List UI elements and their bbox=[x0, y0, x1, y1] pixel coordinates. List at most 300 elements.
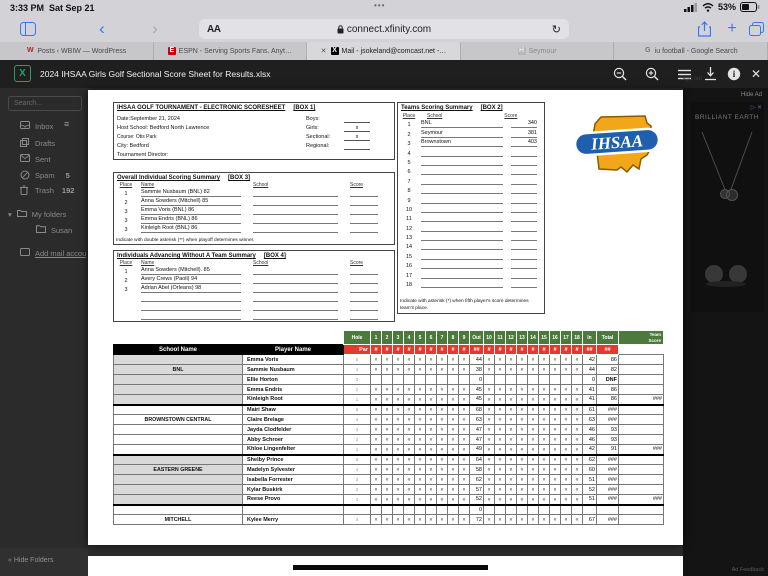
hole-score-cell: # bbox=[561, 495, 572, 505]
par-cell: # bbox=[561, 345, 572, 355]
table-row bbox=[114, 365, 664, 375]
hole-score-cell: # bbox=[550, 365, 561, 375]
hole-score-cell: # bbox=[539, 455, 550, 465]
score-cell bbox=[511, 280, 537, 288]
hole-score-cell: # bbox=[495, 485, 506, 495]
score-cell bbox=[511, 261, 537, 269]
total-cell: 86 bbox=[597, 395, 619, 405]
table-row bbox=[114, 375, 664, 385]
hole-score-cell: # bbox=[393, 475, 404, 485]
hole-score-cell: # bbox=[448, 425, 459, 435]
status-icons bbox=[684, 2, 760, 12]
inbox-menu-icon[interactable]: ≡ bbox=[64, 119, 70, 129]
score-cell bbox=[350, 216, 378, 224]
hole-score-cell: # bbox=[528, 515, 539, 525]
hole-score-cell: # bbox=[448, 405, 459, 415]
hole-score-cell: # bbox=[539, 415, 550, 425]
hole-score-cell: # bbox=[459, 385, 470, 395]
download-icon[interactable] bbox=[702, 66, 718, 82]
hole-score-cell: # bbox=[382, 455, 393, 465]
hole-score-cell: # bbox=[495, 395, 506, 405]
table-row bbox=[114, 515, 664, 525]
expand-caret-icon[interactable]: ▾ bbox=[8, 209, 12, 219]
table-row bbox=[114, 405, 664, 415]
out-cell: 57 bbox=[470, 485, 484, 495]
out-cell: 58 bbox=[470, 465, 484, 475]
sidebar-toggle-icon[interactable] bbox=[18, 19, 38, 39]
hole-score-cell: # bbox=[539, 475, 550, 485]
hole-score-cell: # bbox=[572, 415, 583, 425]
hole-score-cell: # bbox=[539, 465, 550, 475]
box3-row bbox=[117, 206, 391, 215]
hole-score-cell: # bbox=[415, 355, 426, 365]
score-cell bbox=[511, 205, 537, 213]
team-score-cell bbox=[619, 365, 664, 375]
hole-score-cell: # bbox=[448, 485, 459, 495]
table-row bbox=[114, 475, 664, 485]
place-cell: 13 bbox=[405, 235, 413, 242]
tab-close-icon[interactable]: ✕ bbox=[320, 48, 327, 55]
place-cell: 12 bbox=[405, 225, 413, 232]
hole-score-cell: # bbox=[393, 415, 404, 425]
hole-score-cell: # bbox=[495, 355, 506, 365]
par-cell: # bbox=[404, 345, 415, 355]
hole-score-cell: # bbox=[426, 495, 437, 505]
hole-score-cell: # bbox=[404, 415, 415, 425]
hole-score-cell: # bbox=[528, 435, 539, 445]
hole-score-cell: # bbox=[506, 515, 517, 525]
hole-score-cell: # bbox=[382, 485, 393, 495]
hole-score-cell: # bbox=[426, 395, 437, 405]
hole-score-cell: # bbox=[448, 445, 459, 455]
ad-column bbox=[683, 88, 768, 576]
school-cell bbox=[114, 435, 243, 445]
hole-score-cell: # bbox=[437, 415, 448, 425]
hole-score-cell: # bbox=[415, 455, 426, 465]
table-row bbox=[114, 385, 664, 395]
hole-score-cell: # bbox=[517, 415, 528, 425]
hole-score-cell: # bbox=[506, 495, 517, 505]
hole-score-cell: # bbox=[506, 475, 517, 485]
hole-score-cell: # bbox=[404, 355, 415, 365]
hole-score-cell: # bbox=[528, 415, 539, 425]
search-input[interactable]: Search... bbox=[8, 96, 82, 111]
school-cell bbox=[421, 252, 503, 260]
par-cell: # bbox=[459, 345, 470, 355]
par-cell: # bbox=[539, 345, 550, 355]
player-cell: Kinleigh Root bbox=[243, 395, 344, 405]
seed-cell: 2 bbox=[344, 435, 371, 445]
player-cell: Kylee Merry bbox=[243, 515, 344, 525]
school-cell bbox=[253, 189, 338, 197]
close-viewer-icon[interactable]: ✕ bbox=[750, 67, 762, 81]
hole-score-cell: # bbox=[404, 365, 415, 375]
box2-row bbox=[401, 175, 541, 184]
hole-number: 18 bbox=[572, 331, 583, 345]
in-cell: 62 bbox=[583, 455, 597, 465]
sidebar-my-folders[interactable]: ▾ My folders bbox=[8, 209, 67, 219]
hole-score-cell: # bbox=[495, 495, 506, 505]
in-cell: 61 bbox=[583, 405, 597, 415]
hole-score-cell: # bbox=[371, 485, 382, 495]
hole-score-cell bbox=[459, 375, 470, 385]
svg-text:IHSAA: IHSAA bbox=[590, 131, 644, 154]
seed-cell: 2 bbox=[344, 385, 371, 395]
hole-score-cell bbox=[517, 375, 528, 385]
school-cell bbox=[114, 405, 243, 415]
back-button[interactable]: ‹ bbox=[99, 19, 105, 38]
hole-score-cell: # bbox=[459, 355, 470, 365]
par-cell: # bbox=[506, 345, 517, 355]
zoom-in-icon[interactable] bbox=[644, 66, 660, 82]
place-cell: 16 bbox=[405, 263, 413, 270]
hole-score-cell: # bbox=[426, 405, 437, 415]
place-cell: 10 bbox=[405, 206, 413, 213]
hole-score-cell: # bbox=[371, 415, 382, 425]
hole-score-cell: # bbox=[393, 405, 404, 415]
hole-score-cell: # bbox=[528, 355, 539, 365]
share-icon[interactable] bbox=[694, 19, 714, 39]
seed-cell: 1 bbox=[344, 495, 371, 505]
box2-row bbox=[401, 232, 541, 241]
multitask-dots[interactable]: ••• bbox=[374, 1, 386, 10]
out-cell: 0 bbox=[470, 505, 484, 515]
school-cell: BNL bbox=[114, 365, 243, 375]
hole-score-cell: # bbox=[371, 355, 382, 365]
check-label: Regional: bbox=[306, 143, 330, 149]
name-cell bbox=[141, 294, 241, 302]
hole-score-cell: # bbox=[484, 425, 495, 435]
hole-score-cell: # bbox=[415, 515, 426, 525]
score-cell bbox=[350, 207, 378, 215]
par-in: ## bbox=[583, 345, 597, 355]
name-cell: Anna Sowders (Mitchell) 85 bbox=[141, 198, 241, 206]
team-score-header: Team Score bbox=[619, 331, 664, 345]
hole-score-cell: # bbox=[572, 355, 583, 365]
out-cell: 49 bbox=[470, 445, 484, 455]
school-cell bbox=[253, 312, 338, 320]
hole-score-cell: # bbox=[404, 405, 415, 415]
school-cell bbox=[114, 455, 243, 465]
hole-score-cell: # bbox=[528, 395, 539, 405]
inbox-icon bbox=[20, 121, 30, 131]
school-cell bbox=[421, 149, 503, 157]
box1-check-row bbox=[306, 133, 386, 142]
player-cell bbox=[243, 505, 344, 515]
total-cell: DNF bbox=[597, 375, 619, 385]
reader-options-button[interactable]: AA bbox=[207, 23, 221, 35]
place-cell: 2 bbox=[124, 200, 128, 206]
total-header: Total bbox=[597, 331, 619, 345]
place-cell: 15 bbox=[405, 253, 413, 260]
hole-score-cell: # bbox=[415, 435, 426, 445]
par-cell: # bbox=[371, 345, 382, 355]
hole-score-cell: # bbox=[459, 435, 470, 445]
score-table bbox=[113, 330, 664, 525]
out-cell: 0 bbox=[470, 375, 484, 385]
hole-score-cell: # bbox=[393, 365, 404, 375]
sidebar-item-sent[interactable]: Sent bbox=[20, 154, 50, 164]
info-icon[interactable] bbox=[726, 66, 742, 82]
hole-score-cell: # bbox=[415, 395, 426, 405]
hole-score-cell: # bbox=[572, 475, 583, 485]
hole-score-cell: # bbox=[371, 465, 382, 475]
tab-seymour[interactable]: H Seymour bbox=[461, 42, 615, 60]
name-cell: Avery Crews (Paoli) 94 bbox=[141, 276, 241, 284]
envelope-icon bbox=[20, 248, 30, 258]
hole-score-cell: # bbox=[550, 495, 561, 505]
box4-rows bbox=[117, 266, 391, 320]
table-row bbox=[114, 435, 664, 445]
ad-panel bbox=[690, 102, 764, 312]
score-cell: 381 bbox=[511, 130, 537, 138]
total-cell: ### bbox=[597, 465, 619, 475]
hole-score-cell: # bbox=[484, 365, 495, 375]
school-cell bbox=[114, 445, 243, 455]
school-cell bbox=[421, 158, 503, 166]
hole-score-cell: # bbox=[371, 475, 382, 485]
hole-score-cell: # bbox=[382, 385, 393, 395]
hole-score-cell: # bbox=[550, 405, 561, 415]
hole-score-cell: # bbox=[528, 445, 539, 455]
ad-choices-close-icons[interactable]: ▷ ✕ bbox=[750, 105, 762, 111]
school-cell: MITCHELL bbox=[114, 515, 243, 525]
hole-score-cell: # bbox=[426, 515, 437, 525]
hole-score-cell bbox=[393, 375, 404, 385]
hide-ad-link[interactable]: Hide Ad bbox=[740, 92, 762, 98]
school-cell bbox=[421, 271, 503, 279]
box2-row bbox=[401, 250, 541, 259]
total-cell: 86 bbox=[597, 385, 619, 395]
hole-number: 5 bbox=[415, 331, 426, 345]
spam-icon bbox=[20, 170, 30, 180]
hole-score-cell: # bbox=[484, 445, 495, 455]
place-cell: 8 bbox=[407, 188, 411, 195]
hole-score-cell: # bbox=[506, 445, 517, 455]
hole-score-cell: # bbox=[459, 475, 470, 485]
score-cell bbox=[511, 167, 537, 175]
hole-score-cell: # bbox=[404, 475, 415, 485]
hole-score-cell bbox=[506, 505, 517, 515]
hole-score-cell: # bbox=[415, 465, 426, 475]
hole-score-cell: # bbox=[550, 385, 561, 395]
hole-score-cell: # bbox=[484, 415, 495, 425]
team-score-cell bbox=[619, 355, 664, 365]
tabs-overview-icon[interactable] bbox=[746, 19, 766, 39]
hole-score-cell: # bbox=[448, 435, 459, 445]
in-cell: 52 bbox=[583, 485, 597, 495]
score-cell bbox=[350, 294, 378, 302]
hole-score-cell: # bbox=[448, 385, 459, 395]
hole-score-cell: # bbox=[404, 435, 415, 445]
out-cell: 38 bbox=[470, 365, 484, 375]
box2-row bbox=[401, 119, 541, 128]
school-cell: BROWNSTOWN CENTRAL bbox=[114, 415, 243, 425]
hole-number: 7 bbox=[437, 331, 448, 345]
hole-score-cell: # bbox=[371, 455, 382, 465]
sidebar-item-drafts[interactable]: Drafts bbox=[20, 138, 55, 148]
hole-number: 13 bbox=[517, 331, 528, 345]
url-text: connect.xfinity.com bbox=[199, 24, 569, 35]
add-mail-account-link[interactable]: Add mail accou bbox=[20, 248, 86, 258]
out-cell: 52 bbox=[470, 495, 484, 505]
battery-icon bbox=[740, 2, 760, 12]
table-row bbox=[114, 465, 664, 475]
earrings-image bbox=[702, 262, 752, 288]
score-cell bbox=[511, 149, 537, 157]
tab-bar bbox=[0, 42, 768, 60]
in-cell: 51 bbox=[583, 475, 597, 485]
tab-espn[interactable]: E ESPN - Serving Sports Fans. Anyt… bbox=[154, 42, 308, 60]
seed-cell: 1 bbox=[344, 445, 371, 455]
hole-score-cell: # bbox=[506, 395, 517, 405]
school-cell bbox=[253, 216, 338, 224]
hole-score-cell: # bbox=[393, 515, 404, 525]
status-bar bbox=[0, 0, 768, 16]
hole-score-cell: # bbox=[528, 455, 539, 465]
hole-score-cell bbox=[437, 375, 448, 385]
hole-score-cell: # bbox=[495, 425, 506, 435]
score-cell bbox=[511, 186, 537, 194]
hole-score-cell: # bbox=[572, 485, 583, 495]
hole-number: 4 bbox=[404, 331, 415, 345]
school-cell bbox=[114, 495, 243, 505]
excel-file-icon: X bbox=[14, 65, 31, 82]
hole-score-cell: # bbox=[539, 365, 550, 375]
in-cell: 44 bbox=[583, 365, 597, 375]
name-cell bbox=[141, 312, 241, 320]
hole-score-cell: # bbox=[539, 385, 550, 395]
sidebar-item-spam[interactable]: Spam 5 bbox=[20, 170, 70, 180]
player-cell: Kylar Buskirk bbox=[243, 485, 344, 495]
box3-row bbox=[117, 188, 391, 197]
school-cell bbox=[253, 198, 338, 206]
reload-button[interactable]: ↻ bbox=[551, 23, 561, 36]
ihsaa-logo bbox=[571, 114, 663, 178]
hole-score-cell: # bbox=[415, 445, 426, 455]
zoom-out-icon[interactable] bbox=[612, 66, 628, 82]
hole-header: Hole bbox=[344, 331, 371, 345]
par-total: ## bbox=[597, 345, 619, 355]
tab-wordpress[interactable]: W Posts ‹ WBIW — WordPress bbox=[0, 42, 154, 60]
hole-score-cell: # bbox=[371, 395, 382, 405]
hole-score-cell: # bbox=[550, 415, 561, 425]
hole-score-cell: # bbox=[426, 425, 437, 435]
school-cell bbox=[253, 267, 338, 275]
hole-score-cell: # bbox=[506, 405, 517, 415]
tab-mail-active[interactable]: ✕ X Mail - jsokeland@comcast.net -… bbox=[307, 42, 461, 60]
player-cell: Emma Voris bbox=[243, 355, 344, 365]
tab-google[interactable]: G iu football - Google Search bbox=[614, 42, 768, 60]
hole-score-cell: # bbox=[550, 425, 561, 435]
hole-score-cell: # bbox=[404, 465, 415, 475]
box3-row bbox=[117, 215, 391, 224]
hole-score-cell: # bbox=[404, 445, 415, 455]
hole-score-cell: # bbox=[550, 435, 561, 445]
hole-score-cell bbox=[528, 505, 539, 515]
out-cell: 72 bbox=[470, 515, 484, 525]
hide-folders-button[interactable]: « Hide Folders bbox=[0, 548, 88, 576]
in-cell: 42 bbox=[583, 355, 597, 365]
ad-feedback-link[interactable]: Ad Feedback bbox=[731, 567, 764, 573]
hole-score-cell: # bbox=[459, 395, 470, 405]
hole-number: 17 bbox=[561, 331, 572, 345]
hole-score-cell: # bbox=[371, 495, 382, 505]
player-cell: Mairi Shaw bbox=[243, 405, 344, 415]
sidebar-subfolder-susan[interactable]: Susan bbox=[36, 225, 72, 235]
hole-number: 3 bbox=[393, 331, 404, 345]
hole-score-cell: # bbox=[517, 465, 528, 475]
school-cell bbox=[253, 285, 338, 293]
hole-score-cell: # bbox=[393, 445, 404, 455]
hole-number: 10 bbox=[484, 331, 495, 345]
hole-score-cell: # bbox=[561, 515, 572, 525]
box2-row bbox=[401, 279, 541, 288]
par-out: ## bbox=[470, 345, 484, 355]
box2-row bbox=[401, 204, 541, 213]
next-page-preview bbox=[88, 556, 683, 576]
hole-score-cell: # bbox=[539, 495, 550, 505]
total-cell: ### bbox=[597, 515, 619, 525]
school-cell: Seymour bbox=[421, 130, 503, 138]
school-cell bbox=[253, 276, 338, 284]
hole-score-cell: # bbox=[437, 445, 448, 455]
hole-score-cell: # bbox=[404, 515, 415, 525]
hole-score-cell: # bbox=[415, 485, 426, 495]
hole-score-cell: # bbox=[528, 385, 539, 395]
hole-score-cell: # bbox=[415, 405, 426, 415]
sidebar-item-trash[interactable]: Trash 192 bbox=[20, 185, 74, 195]
out-cell: 47 bbox=[470, 435, 484, 445]
par-cell: # bbox=[572, 345, 583, 355]
forward-button[interactable]: › bbox=[152, 19, 158, 38]
new-tab-button[interactable]: + bbox=[727, 20, 737, 37]
seed-cell: 3 bbox=[344, 475, 371, 485]
hole-score-cell: # bbox=[404, 485, 415, 495]
spam-count: 5 bbox=[65, 170, 70, 180]
hole-score-cell bbox=[448, 375, 459, 385]
hole-score-cell bbox=[528, 375, 539, 385]
check-label: Boys: bbox=[306, 116, 320, 122]
hole-number: 14 bbox=[528, 331, 539, 345]
hole-score-cell: # bbox=[426, 385, 437, 395]
hole-score-cell: # bbox=[404, 455, 415, 465]
hole-score-cell bbox=[393, 505, 404, 515]
school-cell: EASTERN GREENE bbox=[114, 465, 243, 475]
place-cell: 11 bbox=[406, 216, 412, 223]
sidebar-item-inbox[interactable]: Inbox bbox=[20, 121, 53, 131]
seed-cell: 4 bbox=[344, 465, 371, 475]
score-cell bbox=[350, 198, 378, 206]
next-page-content-bar bbox=[293, 565, 488, 570]
box1-title: IHSAA GOLF TOURNAMENT - ELECTRONIC SCORESHEET [BOX 1] bbox=[117, 105, 316, 111]
hole-score-cell bbox=[539, 505, 550, 515]
score-cell bbox=[511, 224, 537, 232]
school-cell bbox=[421, 167, 503, 175]
seed-cell: 5 bbox=[344, 355, 371, 365]
xfinity-favicon: X bbox=[332, 47, 337, 54]
address-bar[interactable] bbox=[199, 19, 569, 39]
score-cell bbox=[511, 214, 537, 222]
player-cell: Shelby Prince bbox=[243, 455, 344, 465]
name-cell bbox=[141, 303, 241, 311]
check-value: x bbox=[344, 124, 370, 132]
school-cell bbox=[114, 375, 243, 385]
score-cell bbox=[350, 225, 378, 233]
hole-score-cell: # bbox=[371, 435, 382, 445]
hole-score-cell: # bbox=[495, 465, 506, 475]
hole-number: 1 bbox=[371, 331, 382, 345]
